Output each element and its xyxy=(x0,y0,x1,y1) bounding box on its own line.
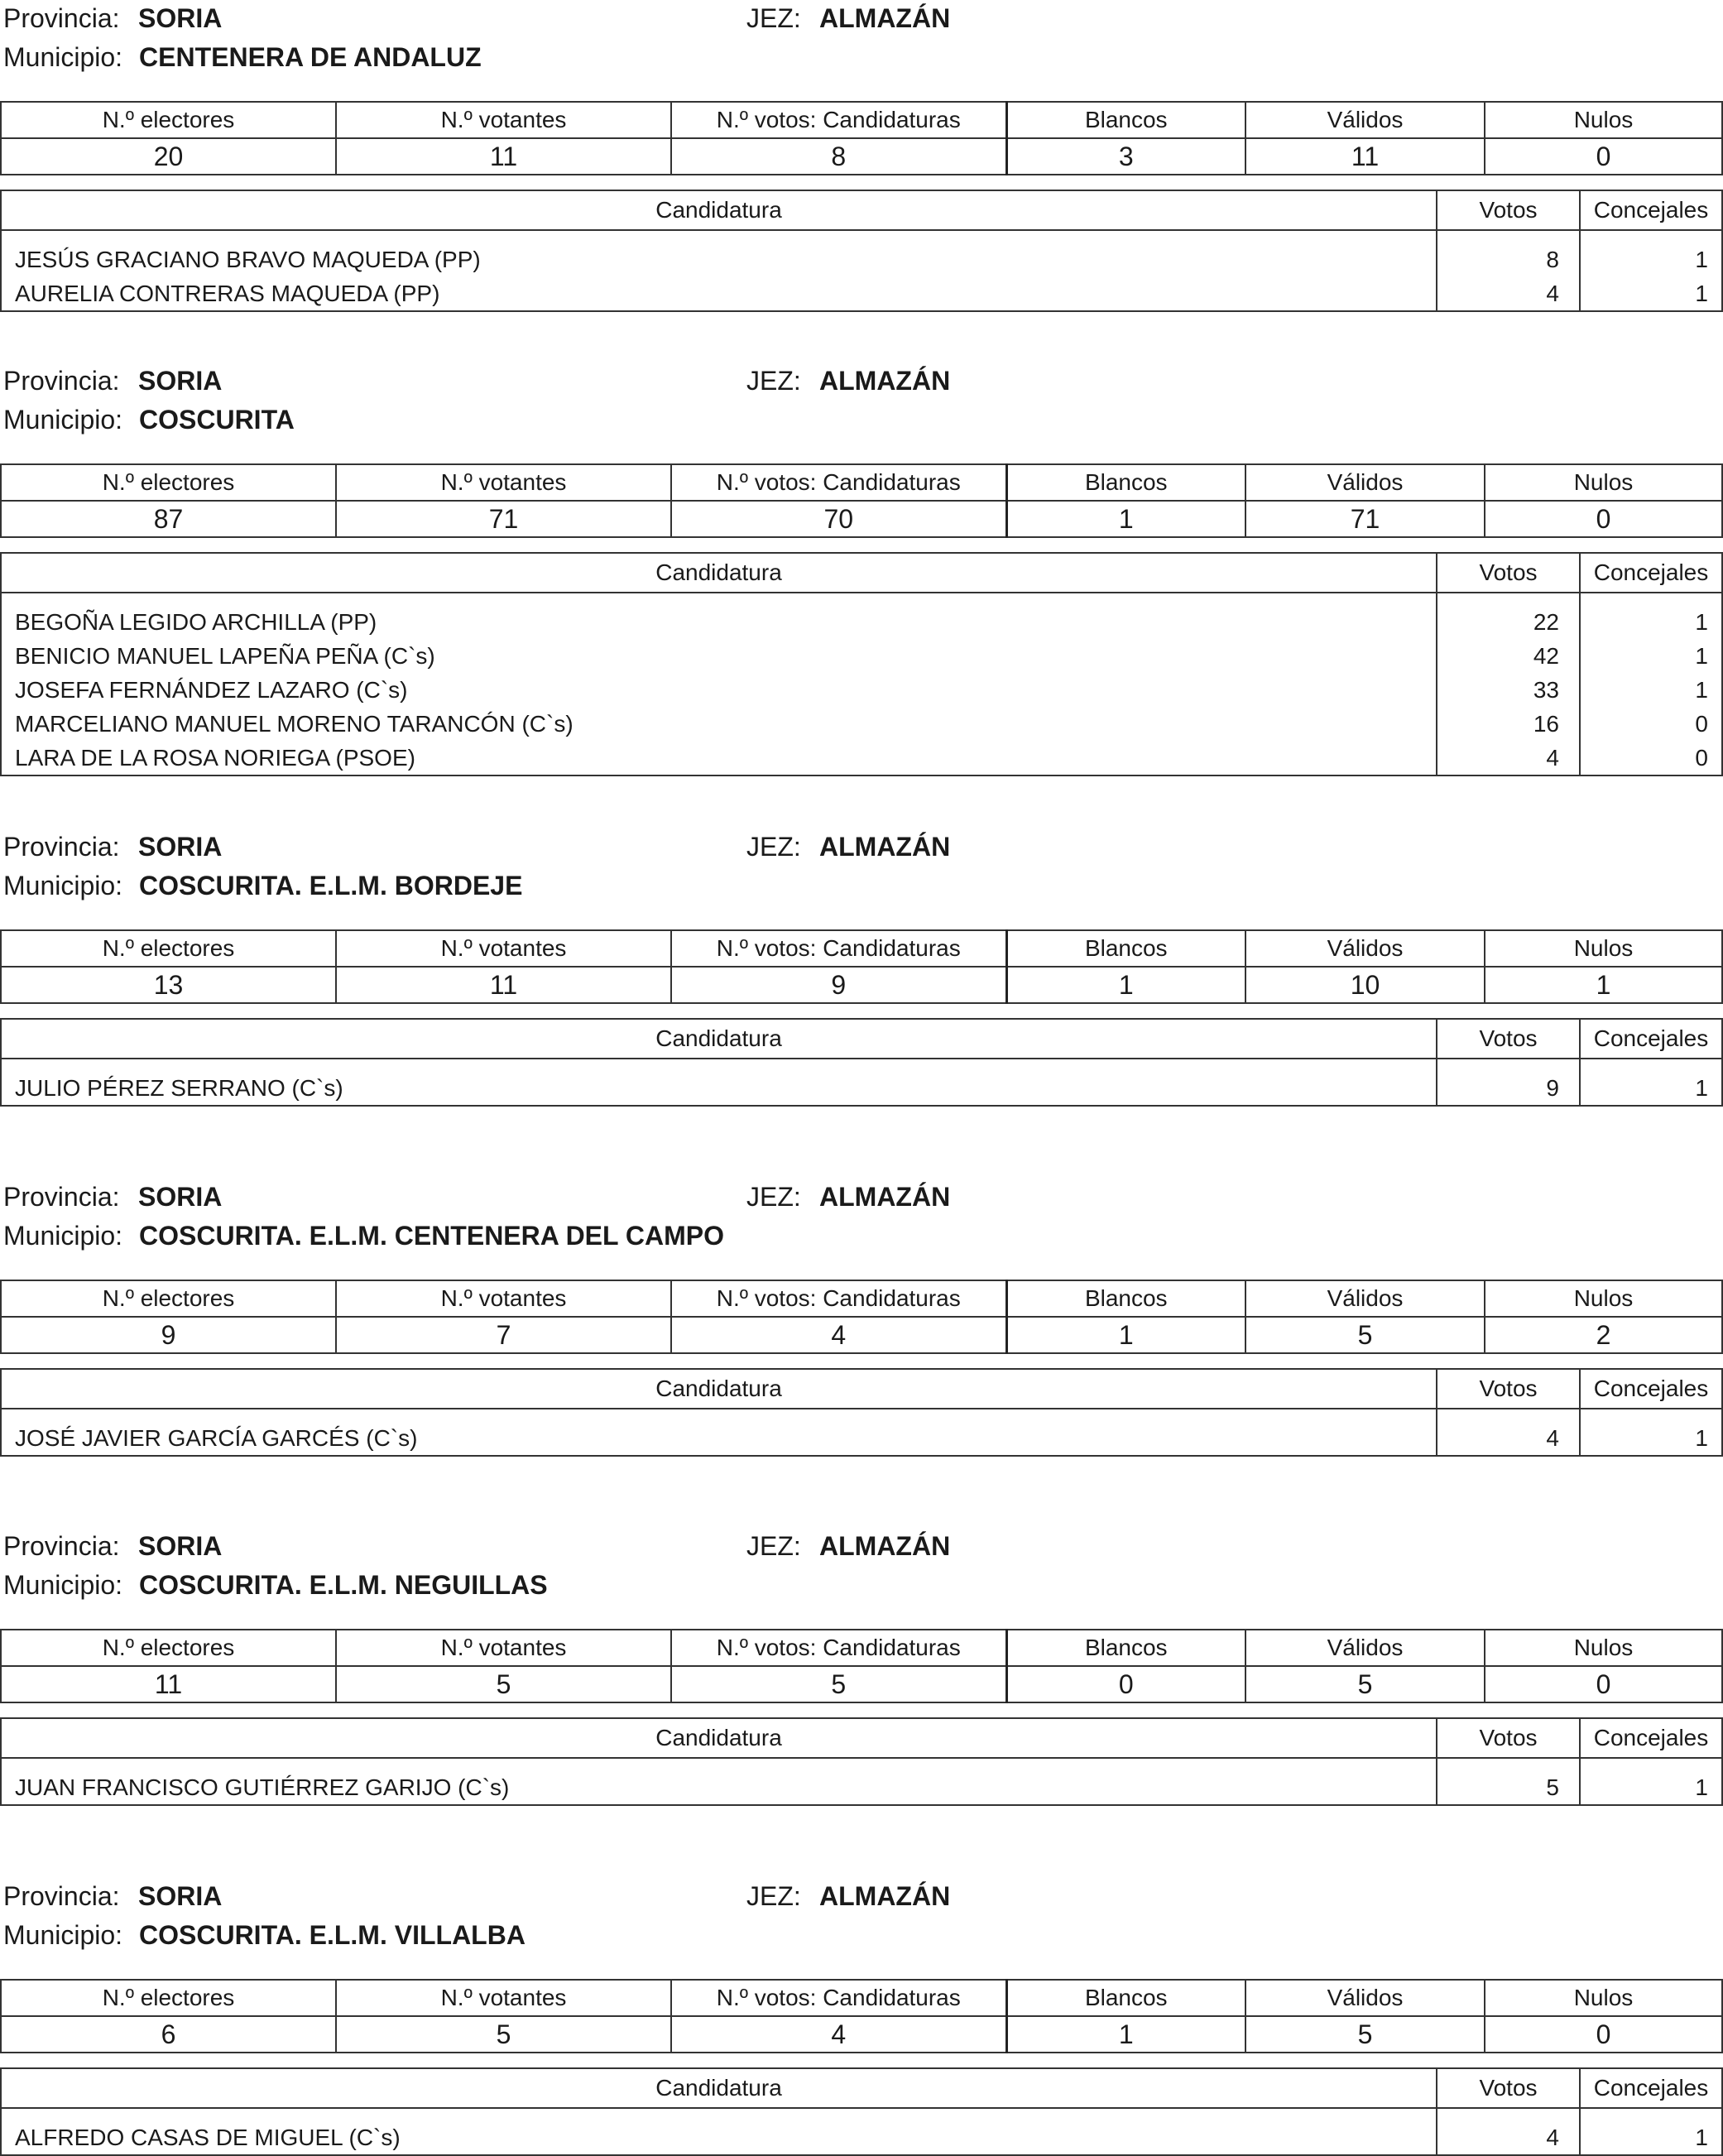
jez-label: JEZ: xyxy=(746,3,801,33)
votos-candidaturas-value: 70 xyxy=(671,501,1006,537)
nulos-header: Nulos xyxy=(1485,1280,1722,1317)
municipio-label: Municipio: xyxy=(3,42,123,72)
summary-values-row xyxy=(1,2016,1722,2053)
candidate-concejales: 1 xyxy=(1580,1758,1722,1805)
validos-header: Válidos xyxy=(1245,1280,1485,1317)
municipio-value: COSCURITA. E.L.M. NEGUILLAS xyxy=(139,1570,548,1600)
summary-table xyxy=(0,929,1723,1004)
nulos-value: 0 xyxy=(1485,2016,1722,2053)
concejales-header: Concejales xyxy=(1580,1019,1722,1059)
jez-label: JEZ: xyxy=(746,1182,801,1212)
jez-value: ALMAZÁN xyxy=(819,366,951,396)
candidate-concejales: 1 xyxy=(1580,276,1722,311)
votos-header: Votos xyxy=(1437,1718,1580,1758)
jez-label: JEZ: xyxy=(746,366,801,396)
summary-header-row xyxy=(1,1630,1722,1666)
candidates-header-row xyxy=(1,1019,1722,1059)
votantes-value: 5 xyxy=(336,2016,671,2053)
provincia-label: Provincia: xyxy=(3,1182,120,1212)
summary-header-row xyxy=(1,464,1722,501)
jez-value: ALMAZÁN xyxy=(819,1531,951,1561)
electores-value: 20 xyxy=(1,138,336,175)
jez-label: JEZ: xyxy=(746,832,801,862)
votantes-header: N.º votantes xyxy=(336,1280,671,1317)
candidate-concejales: 0 xyxy=(1580,707,1722,741)
provincia-label: Provincia: xyxy=(3,3,120,33)
blancos-value: 0 xyxy=(1006,1666,1245,1702)
municipio-value: CENTENERA DE ANDALUZ xyxy=(139,42,482,72)
summary-values-row xyxy=(1,1317,1722,1353)
validos-header: Válidos xyxy=(1245,1630,1485,1666)
nulos-value: 0 xyxy=(1485,138,1722,175)
votantes-header: N.º votantes xyxy=(336,102,671,138)
summary-table xyxy=(0,101,1723,175)
candidate-name: JOSÉ JAVIER GARCÍA GARCÉS (C`s) xyxy=(1,1409,1437,1456)
candidate-votes: 33 xyxy=(1437,673,1580,707)
candidatura-header: Candidatura xyxy=(1,1019,1437,1059)
concejales-header: Concejales xyxy=(1580,2068,1722,2108)
blancos-value: 1 xyxy=(1006,501,1245,537)
electores-value: 87 xyxy=(1,501,336,537)
jez-value: ALMAZÁN xyxy=(819,1182,951,1212)
summary-table xyxy=(0,1629,1723,1703)
validos-value: 5 xyxy=(1245,1317,1485,1353)
summary-header-row xyxy=(1,930,1722,967)
candidate-row xyxy=(1,2108,1722,2155)
candidate-votes: 4 xyxy=(1437,741,1580,775)
nulos-header: Nulos xyxy=(1485,930,1722,967)
electores-header: N.º electores xyxy=(1,1280,336,1317)
candidates-table xyxy=(0,2067,1723,2156)
candidate-row xyxy=(1,1758,1722,1805)
candidates-header-row xyxy=(1,2068,1722,2108)
candidate-concejales: 1 xyxy=(1580,639,1722,673)
municipality-block xyxy=(0,1179,1723,1451)
nulos-header: Nulos xyxy=(1485,464,1722,501)
blancos-header: Blancos xyxy=(1006,464,1245,501)
candidate-concejales: 1 xyxy=(1580,1409,1722,1456)
validos-header: Válidos xyxy=(1245,930,1485,967)
votos-candidaturas-value: 4 xyxy=(671,2016,1006,2053)
municipio-label: Municipio: xyxy=(3,1570,123,1600)
votos-header: Votos xyxy=(1437,553,1580,593)
candidate-concejales: 1 xyxy=(1580,673,1722,707)
block-header xyxy=(0,828,1723,906)
blancos-header: Blancos xyxy=(1006,102,1245,138)
candidate-row xyxy=(1,673,1722,707)
candidate-concejales: 1 xyxy=(1580,1059,1722,1106)
municipio-label: Municipio: xyxy=(3,405,123,435)
votantes-header: N.º votantes xyxy=(336,930,671,967)
candidatura-header: Candidatura xyxy=(1,553,1437,593)
candidate-votes: 16 xyxy=(1437,707,1580,741)
electores-header: N.º electores xyxy=(1,930,336,967)
municipio-label: Municipio: xyxy=(3,1920,123,1950)
votos-candidaturas-header: N.º votos: Candidaturas xyxy=(671,464,1006,501)
summary-values-row xyxy=(1,1666,1722,1702)
provincia-value: SORIA xyxy=(138,1881,223,1911)
candidate-concejales: 1 xyxy=(1580,230,1722,276)
candidatura-header: Candidatura xyxy=(1,190,1437,230)
votantes-header: N.º votantes xyxy=(336,464,671,501)
candidates-header-row xyxy=(1,190,1722,230)
candidates-table xyxy=(0,552,1723,776)
candidate-votes: 8 xyxy=(1437,230,1580,276)
votantes-value: 5 xyxy=(336,1666,671,1702)
provincia-label: Provincia: xyxy=(3,832,120,862)
provincia-value: SORIA xyxy=(138,366,223,396)
blancos-value: 1 xyxy=(1006,967,1245,1003)
municipality-block xyxy=(0,1878,1723,2150)
votos-candidaturas-header: N.º votos: Candidaturas xyxy=(671,930,1006,967)
votos-candidaturas-header: N.º votos: Candidaturas xyxy=(671,1280,1006,1317)
validos-header: Válidos xyxy=(1245,102,1485,138)
votantes-header: N.º votantes xyxy=(336,1980,671,2016)
nulos-value: 0 xyxy=(1485,1666,1722,1702)
candidate-row xyxy=(1,1059,1722,1106)
votantes-value: 11 xyxy=(336,967,671,1003)
municipality-block xyxy=(0,1528,1723,1800)
jez-label: JEZ: xyxy=(746,1531,801,1561)
validos-value: 5 xyxy=(1245,1666,1485,1702)
blancos-header: Blancos xyxy=(1006,1630,1245,1666)
candidate-name: JUAN FRANCISCO GUTIÉRREZ GARIJO (C`s) xyxy=(1,1758,1437,1805)
summary-table xyxy=(0,463,1723,538)
nulos-header: Nulos xyxy=(1485,102,1722,138)
block-header xyxy=(0,0,1723,78)
votos-candidaturas-value: 9 xyxy=(671,967,1006,1003)
provincia-value: SORIA xyxy=(138,1531,223,1561)
votos-header: Votos xyxy=(1437,190,1580,230)
municipality-block xyxy=(0,828,1723,1101)
municipality-block xyxy=(0,363,1723,771)
candidate-name: JOSEFA FERNÁNDEZ LAZARO (C`s) xyxy=(1,673,1437,707)
votantes-value: 7 xyxy=(336,1317,671,1353)
candidates-table xyxy=(0,190,1723,312)
nulos-header: Nulos xyxy=(1485,1630,1722,1666)
votantes-value: 71 xyxy=(336,501,671,537)
jez-value: ALMAZÁN xyxy=(819,832,951,862)
candidates-header-row xyxy=(1,553,1722,593)
candidate-concejales: 1 xyxy=(1580,593,1722,639)
candidate-votes: 4 xyxy=(1437,276,1580,311)
votos-candidaturas-header: N.º votos: Candidaturas xyxy=(671,1630,1006,1666)
provincia-label: Provincia: xyxy=(3,1531,120,1561)
validos-value: 10 xyxy=(1245,967,1485,1003)
candidate-votes: 22 xyxy=(1437,593,1580,639)
municipio-value: COSCURITA xyxy=(139,405,295,435)
concejales-header: Concejales xyxy=(1580,1369,1722,1409)
block-header xyxy=(0,1878,1723,1956)
nulos-value: 0 xyxy=(1485,501,1722,537)
blancos-value: 1 xyxy=(1006,1317,1245,1353)
municipio-label: Municipio: xyxy=(3,1221,123,1251)
blancos-header: Blancos xyxy=(1006,930,1245,967)
validos-header: Válidos xyxy=(1245,464,1485,501)
electores-header: N.º electores xyxy=(1,102,336,138)
electores-value: 13 xyxy=(1,967,336,1003)
nulos-value: 1 xyxy=(1485,967,1722,1003)
summary-header-row xyxy=(1,1980,1722,2016)
candidate-votes: 4 xyxy=(1437,2108,1580,2155)
municipio-value: COSCURITA. E.L.M. VILLALBA xyxy=(139,1920,526,1950)
blancos-header: Blancos xyxy=(1006,1980,1245,2016)
validos-value: 71 xyxy=(1245,501,1485,537)
votos-candidaturas-header: N.º votos: Candidaturas xyxy=(671,102,1006,138)
candidates-table xyxy=(0,1018,1723,1107)
votantes-header: N.º votantes xyxy=(336,1630,671,1666)
validos-value: 5 xyxy=(1245,2016,1485,2053)
votos-candidaturas-value: 8 xyxy=(671,138,1006,175)
provincia-value: SORIA xyxy=(138,1182,223,1212)
candidate-concejales: 0 xyxy=(1580,741,1722,775)
nulos-header: Nulos xyxy=(1485,1980,1722,2016)
block-header xyxy=(0,1179,1723,1256)
electores-value: 11 xyxy=(1,1666,336,1702)
provincia-value: SORIA xyxy=(138,832,223,862)
summary-header-row xyxy=(1,102,1722,138)
candidate-row xyxy=(1,276,1722,311)
validos-value: 11 xyxy=(1245,138,1485,175)
block-header xyxy=(0,1528,1723,1606)
municipio-value: COSCURITA. E.L.M. CENTENERA DEL CAMPO xyxy=(139,1221,724,1251)
blancos-value: 3 xyxy=(1006,138,1245,175)
candidate-row xyxy=(1,639,1722,673)
candidates-header-row xyxy=(1,1369,1722,1409)
electores-header: N.º electores xyxy=(1,464,336,501)
candidate-row xyxy=(1,1409,1722,1456)
votos-header: Votos xyxy=(1437,2068,1580,2108)
candidates-header-row xyxy=(1,1718,1722,1758)
block-header xyxy=(0,363,1723,440)
jez-value: ALMAZÁN xyxy=(819,1881,951,1911)
candidates-table xyxy=(0,1717,1723,1806)
candidate-name: AURELIA CONTRERAS MAQUEDA (PP) xyxy=(1,276,1437,311)
summary-values-row xyxy=(1,138,1722,175)
concejales-header: Concejales xyxy=(1580,1718,1722,1758)
candidate-row xyxy=(1,230,1722,276)
nulos-value: 2 xyxy=(1485,1317,1722,1353)
municipio-label: Municipio: xyxy=(3,871,123,900)
candidate-name: ALFREDO CASAS DE MIGUEL (C`s) xyxy=(1,2108,1437,2155)
blancos-header: Blancos xyxy=(1006,1280,1245,1317)
summary-table xyxy=(0,1979,1723,2053)
candidate-name: JESÚS GRACIANO BRAVO MAQUEDA (PP) xyxy=(1,230,1437,276)
votantes-value: 11 xyxy=(336,138,671,175)
candidate-votes: 4 xyxy=(1437,1409,1580,1456)
municipio-value: COSCURITA. E.L.M. BORDEJE xyxy=(139,871,523,900)
electores-header: N.º electores xyxy=(1,1980,336,2016)
provincia-label: Provincia: xyxy=(3,1881,120,1911)
candidate-name: BENICIO MANUEL LAPEÑA PEÑA (C`s) xyxy=(1,639,1437,673)
summary-values-row xyxy=(1,967,1722,1003)
candidate-name: LARA DE LA ROSA NORIEGA (PSOE) xyxy=(1,741,1437,775)
candidatura-header: Candidatura xyxy=(1,2068,1437,2108)
votos-header: Votos xyxy=(1437,1019,1580,1059)
summary-values-row xyxy=(1,501,1722,537)
candidate-concejales: 1 xyxy=(1580,2108,1722,2155)
blancos-value: 1 xyxy=(1006,2016,1245,2053)
votos-candidaturas-value: 5 xyxy=(671,1666,1006,1702)
municipality-block xyxy=(0,0,1723,306)
candidate-name: BEGOÑA LEGIDO ARCHILLA (PP) xyxy=(1,593,1437,639)
summary-table xyxy=(0,1280,1723,1354)
electores-value: 9 xyxy=(1,1317,336,1353)
candidate-name: JULIO PÉREZ SERRANO (C`s) xyxy=(1,1059,1437,1106)
summary-header-row xyxy=(1,1280,1722,1317)
candidate-name: MARCELIANO MANUEL MORENO TARANCÓN (C`s) xyxy=(1,707,1437,741)
candidatura-header: Candidatura xyxy=(1,1369,1437,1409)
concejales-header: Concejales xyxy=(1580,553,1722,593)
validos-header: Válidos xyxy=(1245,1980,1485,2016)
candidate-row xyxy=(1,707,1722,741)
jez-label: JEZ: xyxy=(746,1881,801,1911)
electores-value: 6 xyxy=(1,2016,336,2053)
jez-value: ALMAZÁN xyxy=(819,3,951,33)
concejales-header: Concejales xyxy=(1580,190,1722,230)
candidates-table xyxy=(0,1368,1723,1457)
candidate-votes: 42 xyxy=(1437,639,1580,673)
provincia-label: Provincia: xyxy=(3,366,120,396)
candidate-row xyxy=(1,593,1722,639)
candidatura-header: Candidatura xyxy=(1,1718,1437,1758)
votos-candidaturas-header: N.º votos: Candidaturas xyxy=(671,1980,1006,2016)
electores-header: N.º electores xyxy=(1,1630,336,1666)
candidate-row xyxy=(1,741,1722,775)
provincia-value: SORIA xyxy=(138,3,223,33)
votos-header: Votos xyxy=(1437,1369,1580,1409)
candidate-votes: 5 xyxy=(1437,1758,1580,1805)
candidate-votes: 9 xyxy=(1437,1059,1580,1106)
votos-candidaturas-value: 4 xyxy=(671,1317,1006,1353)
